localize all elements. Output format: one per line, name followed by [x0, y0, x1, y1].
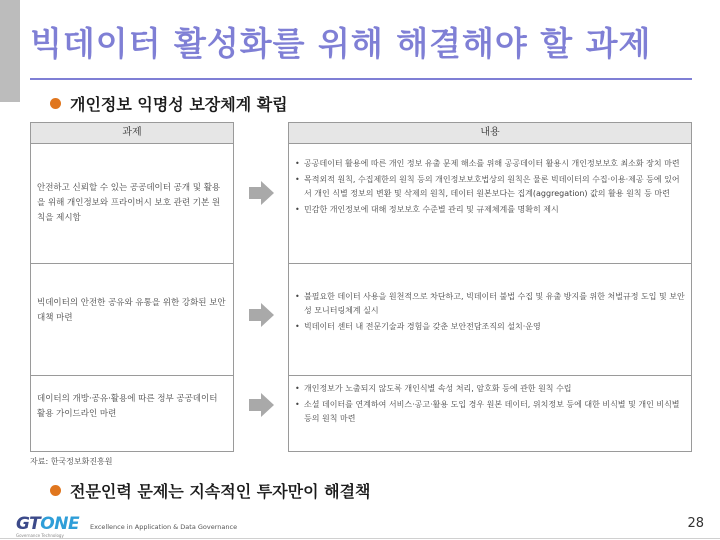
issue-text: 빅데이터의 안전한 공유와 유통을 위한 강화된 보안대책 마련: [37, 298, 226, 323]
slide-accent-bar: [0, 0, 20, 102]
bullet-text: 전문인력 문제는 지속적인 투자만이 해결책: [70, 482, 371, 501]
issue-cell: [31, 375, 233, 453]
content-list: [295, 290, 687, 336]
issue-cell: [31, 263, 233, 376]
footer-tagline: Excellence in Application & Data Governance: [90, 523, 238, 531]
content-list: [295, 382, 687, 428]
content-table: [288, 122, 692, 452]
gtone-logo: [16, 514, 79, 534]
issue-cell: [31, 143, 233, 263]
content-list: [295, 157, 687, 219]
right-arrow-icon: [249, 302, 275, 332]
bullet-text: 개인정보 익명성 보장체계 확립: [70, 95, 288, 114]
content-item: • 민감한 개인정보에 대해 정보보호 수준별 관리 및 규제체계를 명확히 제시: [295, 203, 687, 217]
issue-text: 안전하고 신뢰할 수 있는 공공데이터 공개 및 활용을 위해 개인정보와 프라이버시 보호 관련 기본 원칙을 제시함: [37, 183, 221, 223]
slide-title: 빅데이터 활성화를 위해 해결해야 할 과제: [30, 24, 652, 63]
right-arrow-icon: [249, 392, 275, 422]
issues-header: 과제: [31, 123, 233, 144]
footer-divider: [0, 538, 720, 539]
content-cell: [289, 143, 691, 263]
issues-table: [30, 122, 234, 452]
right-arrow-icon: [249, 180, 275, 210]
content-cell: [289, 375, 691, 453]
bullet-item: [50, 92, 288, 115]
content-item: • 개인정보가 노출되지 않도록 개인식별 속성 처리, 암호화 등에 관한 원칙 수립: [295, 382, 687, 396]
page-number: 28: [687, 516, 704, 531]
content-item: • 목적외적 원칙, 수집제한의 원칙 등의 개인정보보호법상의 원칙은 물론 빅데이터의 수집·이용·제공 등에 있어서 개인 식별 정보의 변환 및 삭제의 원칙, 데이터 원본보다는 집계(aggregation) 값의 활용 원칙 등 마련: [295, 173, 687, 201]
logo-subtitle: Governance Technology: [16, 533, 64, 538]
bullet-item: [50, 479, 371, 502]
logo-one-text: ONE: [40, 514, 80, 534]
logo-gt-text: GT: [16, 514, 41, 534]
content-item: • 공공데이터 활용에 따른 개인 정보 유출 문제 해소를 위해 공공데이터 활용시 개인정보보호 최소화 장치 마련: [295, 157, 687, 171]
title-underline: [30, 78, 692, 80]
source-caption: 자료: 한국정보화진흥원: [30, 457, 113, 466]
content-item: • 빅데이터 센터 내 전문기술과 경험을 갖춘 보안전담조직의 설치·운영: [295, 320, 687, 334]
content-cell: [289, 263, 691, 376]
issue-text: 데이터의 개방·공유·활용에 따른 정부 공공데이터 활용 가이드라인 마련: [37, 394, 218, 419]
bullet-dot-icon: [50, 98, 61, 109]
content-item: • 불필요한 데이터 사용을 원천적으로 차단하고, 빅데이터 불법 수집 및 유출 방지를 위한 처벌규정 도입 및 보안성 모니터링체계 실시: [295, 290, 687, 318]
content-header: 내용: [289, 123, 691, 144]
content-item: • 소셜 데이터를 연계하여 서비스·공고·활용 도입 경우 원본 데이터, 위치정보 등에 대한 비식별 및 개인 비식별 등의 원칙 마련: [295, 398, 687, 426]
bullet-dot-icon: [50, 485, 61, 496]
